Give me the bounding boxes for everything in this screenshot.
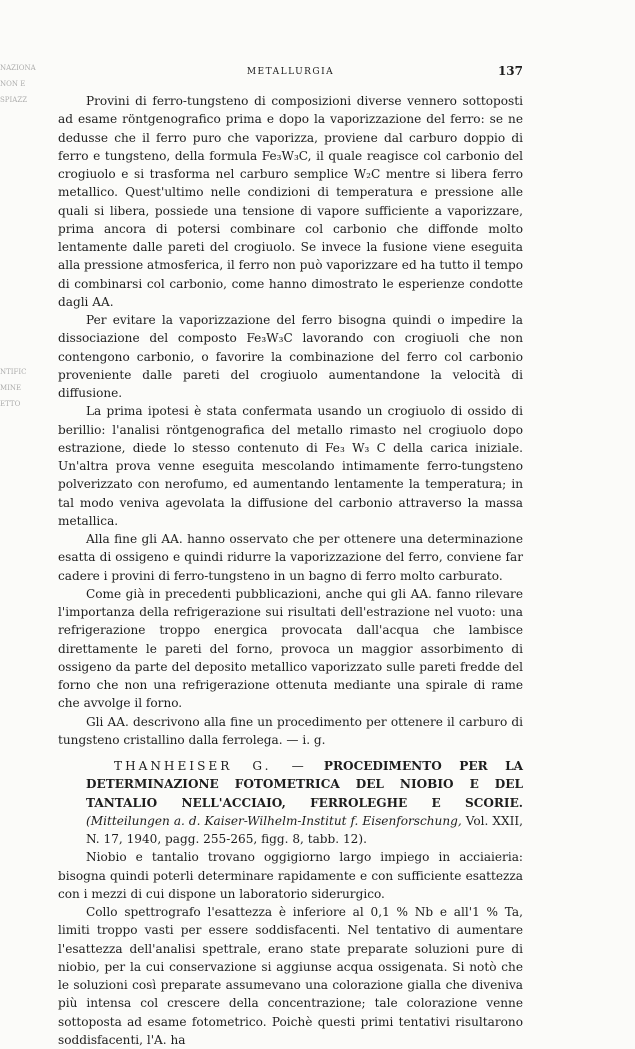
bleed-line <box>0 140 38 156</box>
bleed-line <box>0 220 38 236</box>
page-number: 137 <box>497 64 523 78</box>
bleed-line <box>0 300 38 316</box>
bleed-line <box>0 156 38 172</box>
paragraph: Come già in precedenti pubblicazioni, anche qui gli AA. fanno rilevare l'importanza della refrigerazione sui risultati dell'estrazione nel vuoto: una refrigerazione troppo energica provocata dall'acqua che lambisce direttamente le pareti del forno, provoca un maggior assorbimento di ossigeno da parte del deposito metallico vaporizzato sulle pareti fredde del forno che non una refrigerazione ottenuta mediante una spirale di rame che avvolge il forno. <box>58 586 523 711</box>
reference-source-journal: (Mitteilungen a. d. Kaiser-Wilhelm-Institut f. Eisenforschung, <box>86 813 462 828</box>
bleed-line <box>0 268 38 284</box>
bleed-line: NON E <box>0 80 26 88</box>
paragraph: Provini di ferro-tungsteno di composizioni diverse vennero sottoposti ad esame röntgenografico prima e dopo la vaporizzazione del ferro: se ne dedusse che il ferro puro che vaporizza, proviene dal carburo doppio di ferro e tungsteno, della formula Fe₃W₃C, il quale reagisce col carbonio del crogiuolo e si trasforma nel carburo semplice W₂C mentre si libera ferro metallico. Quest'ultimo nelle condizioni di temperatura e pressione alle quali si libera, possiede una tensione di vapore sufficiente a vaporizzare, prima ancora di potersi combinare col carbonio che diffonde molto lentamente dalle pareti del crogiuolo. Se invece la fusione viene eseguita alla pressione atmosferica, il ferro non può vaporizzare ed ha tutto il tempo di combinarsi col carbonio, come hanno dimostrato le esperienze condotte dagli AA. <box>58 94 523 309</box>
reference-title: PROCEDIMENTO PER LA DETERMINAZIONE FOTOMETRICA DEL NIOBIO E DEL TANTALIO NELL'ACCIAIO, FERROLEGHE E SCORIE. <box>86 759 524 810</box>
paragraph: Niobio e tantalio trovano oggigiorno largo impiego in acciaieria: bisogna quindi poterli determinare rapidamente e con sufficiente esattezza con i mezzi di cui dispone un laboratorio siderurgico. <box>58 850 523 901</box>
bleed-line <box>0 236 38 252</box>
facing-page-bleed <box>0 60 38 490</box>
bleed-line <box>0 252 38 268</box>
paragraph: Gli AA. descrivono alla fine un procedimento per ottenere il carburo di tungsteno cristallino dalla ferrolega. — i. g. <box>58 714 523 747</box>
page-header <box>58 64 523 80</box>
reference-author: THANHEISER G. — <box>114 759 307 773</box>
bleed-line <box>0 204 38 220</box>
bleed-line: NAZIONA <box>0 64 36 72</box>
reference-source-details: Vol. XXII, N. 17, 1940, pagg. 255-265, figg. 8, tabb. 12). <box>86 813 523 846</box>
bleed-line: MINE <box>0 384 22 392</box>
bibliographic-reference <box>58 757 523 848</box>
bleed-line <box>0 172 38 188</box>
bleed-line <box>0 316 38 332</box>
paragraph: Collo spettrografo l'esattezza è inferiore al 0,1 % Nb e all'1 % Ta, limiti troppo vasti per essere soddisfacenti. Nel tentativo di aumentare l'esattezza dell'analisi spettrale, erano state preparate soluzioni pure di niobio, per la cui conservazione si aggiunse acqua ossigenata. Si notò che le soluzioni così preparate assumevano una colorazione gialla che diveniva più intensa col crescere della concentrazione; tale colorazione venne sottoposta ad esame fotometrico. Poichè questi primi tentativi risultarono soddisfacenti, l'A. ha <box>58 905 523 1047</box>
bleed-line <box>0 124 38 140</box>
bleed-line: SPIAZZ <box>0 96 28 104</box>
bleed-line <box>0 284 38 300</box>
paragraph: Per evitare la vaporizzazione del ferro bisogna quindi o impedire la dissociazione del composto Fe₃W₃C lavorando con crogiuoli che non contengono carbonio, o favorire la combinazione del ferro col carbonio proveniente dalle pareti del crogiuolo aumentandone la velocità di diffusione. <box>58 313 523 400</box>
bleed-line: ETTO <box>0 400 21 408</box>
bleed-line: NTIFIC <box>0 368 27 376</box>
paragraph: Alla fine gli AA. hanno osservato che per ottenere una determinazione esatta di ossigeno e quindi ridurre la vaporizzazione del ferro, conviene far cadere i provini di ferro-tungsteno in un bagno di ferro molto carburato. <box>58 532 523 583</box>
page-body <box>58 92 523 1049</box>
bleed-line <box>0 348 38 364</box>
bleed-line <box>0 188 38 204</box>
bleed-line <box>0 108 38 124</box>
running-title: METALLURGIA <box>246 67 335 77</box>
paragraph: La prima ipotesi è stata confermata usando un crogiuolo di ossido di berillio: l'analisi röntgenografica del metallo rimasto nel crogiuolo dopo estrazione, diede lo stesso contenuto di Fe₃ W₃ C della carica iniziale. Un'altra prova venne eseguita mescolando intimamente ferro-tungsteno polverizzato con nerofumo, ed aumentando lentamente la temperatura; in tal modo veniva agevolata la diffusione del carbonio attraverso la massa metallica. <box>58 404 523 528</box>
bleed-line <box>0 332 38 348</box>
